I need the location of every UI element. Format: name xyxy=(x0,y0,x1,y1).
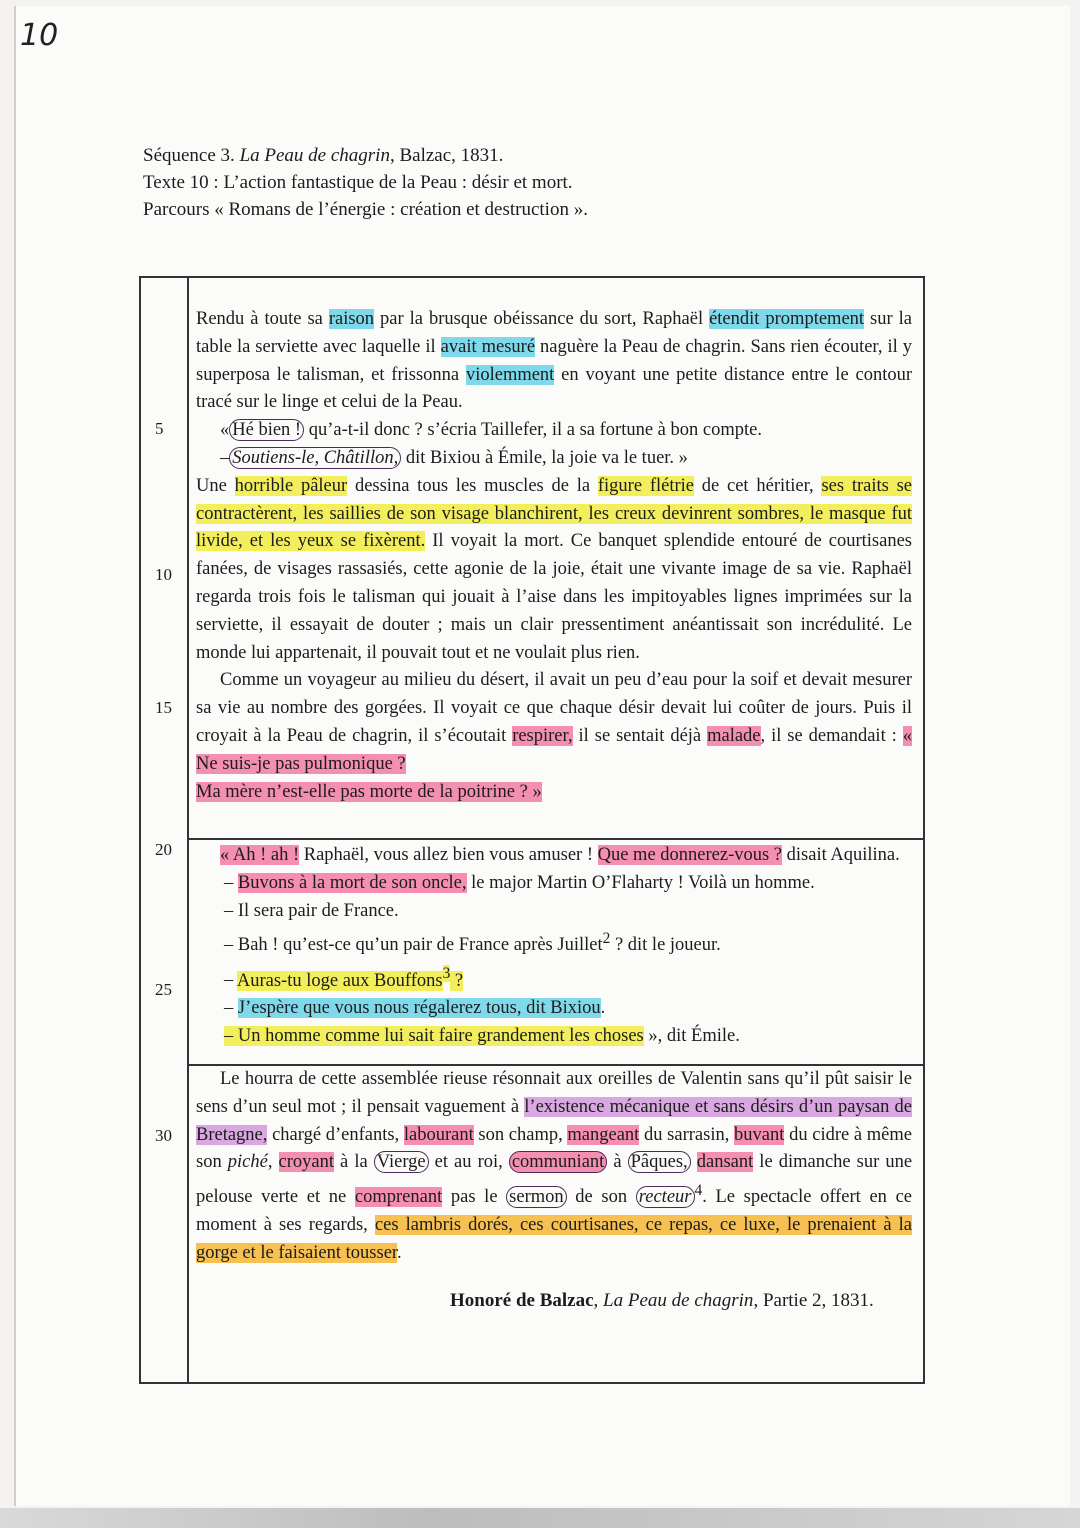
paragraph: Le hourra de cette assemblée rieuse résonnait aux oreilles de Valentin sans qu’il pût saisir le sens d’un seul mot ; il pensait vaguement à l’existence mécanique et sans désirs d’un paysan de Bretagne, chargé d’enfants, labourant son champ, mangeant du sarrasin, buvant du cidre à même son piché, croyant à la Vierge et au roi, communiant à Pâques, dansant le dimanche sur une pelouse verte et ne comprenant pas le sermon de son recteur $^4$. Le spectacle offert en ce moment à ses regards, ces lambris dorés, ces courtisanes, ce repas, ce luxe, le prenaient à la gorge et le faisaient tousser. xyxy=(196,1069,913,1263)
line-number: 15 xyxy=(155,698,172,717)
dialogue-line: « Hé bien ! qu’a-t-il donc ? s’écria Taillefer, il a sa fortune à bon compte. xyxy=(220,420,762,441)
dialogue-line: – Un homme comme lui sait faire grandement les choses », dit Émile. xyxy=(224,1026,740,1047)
dialogue-line: – Soutiens-le, Châtillon, dit Bixiou à Émile, la joie va le tuer. » xyxy=(220,447,688,468)
dialogue-line: – Auras-tu loge aux Bouffons$^3$ ? xyxy=(224,965,464,991)
excerpt-section-1 xyxy=(196,306,912,806)
line-number: 30 xyxy=(155,1126,172,1145)
paragraph-continued: Ma mère n’est-elle pas morte de la poitrine ? » xyxy=(196,781,542,802)
paragraph: Une horrible pâleur dessina tous les muscles de la figure flétrie de cet héritier, ses traits se contractèrent, les saillies de son visage blanchirent, les creux devinrent sombres, le masque fut livide, et les yeux se fixèrent. Il voyait la mort. Ce banquet splendide entouré de courtisanes fanées, de visages rassasiés, cette agonie de la joie, était une vivante image de sa vie. Raphaël regarda trois fois le talisman qui jouait à l’aise dans les impitoyables lignes imprimées sur la serviette, il essayait de douter ; mais un clair pressentiment anéantissait son incrédulité. Le monde lui appartenait, il pouvait tout et ne voulait plus rien. xyxy=(196,475,913,663)
excerpt-section-3 xyxy=(196,1066,912,1268)
line-number: 10 xyxy=(155,565,172,584)
dialogue-line: – Bah ! qu’est-ce qu’un pair de France après Juillet$^2$ ? dit le joueur. xyxy=(224,930,721,956)
line-number: 20 xyxy=(155,840,172,859)
dialogue-line: – J’espère que vous nous régalerez tous, dit Bixiou. xyxy=(224,998,606,1019)
header-sequence: Séquence 3. La Peau de chagrin, Balzac, 1831. xyxy=(143,145,504,166)
dialogue-line: – Buvons à la mort de son oncle, le major Martin O’Flaharty ! Voilà un homme. xyxy=(224,872,815,893)
excerpt-section-2 xyxy=(196,842,912,1051)
document-header xyxy=(143,142,588,223)
paragraph: Rendu à toute sa raison par la brusque obéissance du sort, Raphaël étendit promptement sur la table la serviette avec laquelle il avait mesuré naguère la Peau de chagrin. Sans rien écouter, il y superposa le talisman, et frissonna violemment en voyant une petite distance entre le contour tracé sur le linge et celui de la Peau. xyxy=(196,309,912,413)
page-number: 10 xyxy=(20,18,59,53)
dialogue-line: – Il sera pair de France. xyxy=(224,900,399,921)
paragraph: « Ah ! ah ! Raphaël, vous allez bien vous amuser ! Que me donnerez-vous ? disait Aquilina. xyxy=(220,845,900,865)
header-parcours: Parcours « Romans de l’énergie : création et destruction ». xyxy=(143,199,588,220)
paragraph: Comme un voyageur au milieu du désert, il avait un peu d’eau pour la soif et devait mesurer sa vie au nombre des gorgées. Il voyait ce que chaque désir devait lui coûter de jours. Puis il croyait à la Peau de chagrin, il s’écoutait respirer, il se sentait déjà malade, il se demandait : « Ne suis-je pas pulmonique ? xyxy=(196,670,912,774)
scan-edge xyxy=(0,1508,1080,1528)
line-number: 25 xyxy=(155,980,172,999)
header-text-title: Texte 10 : L’action fantastique de la Peau : désir et mort. xyxy=(143,172,573,193)
line-number: 5 xyxy=(155,419,164,438)
section-divider xyxy=(189,838,923,840)
source-citation: Honoré de Balzac, La Peau de chagrin, Partie 2, 1831. xyxy=(450,1290,874,1311)
line-number-column xyxy=(141,278,189,1382)
